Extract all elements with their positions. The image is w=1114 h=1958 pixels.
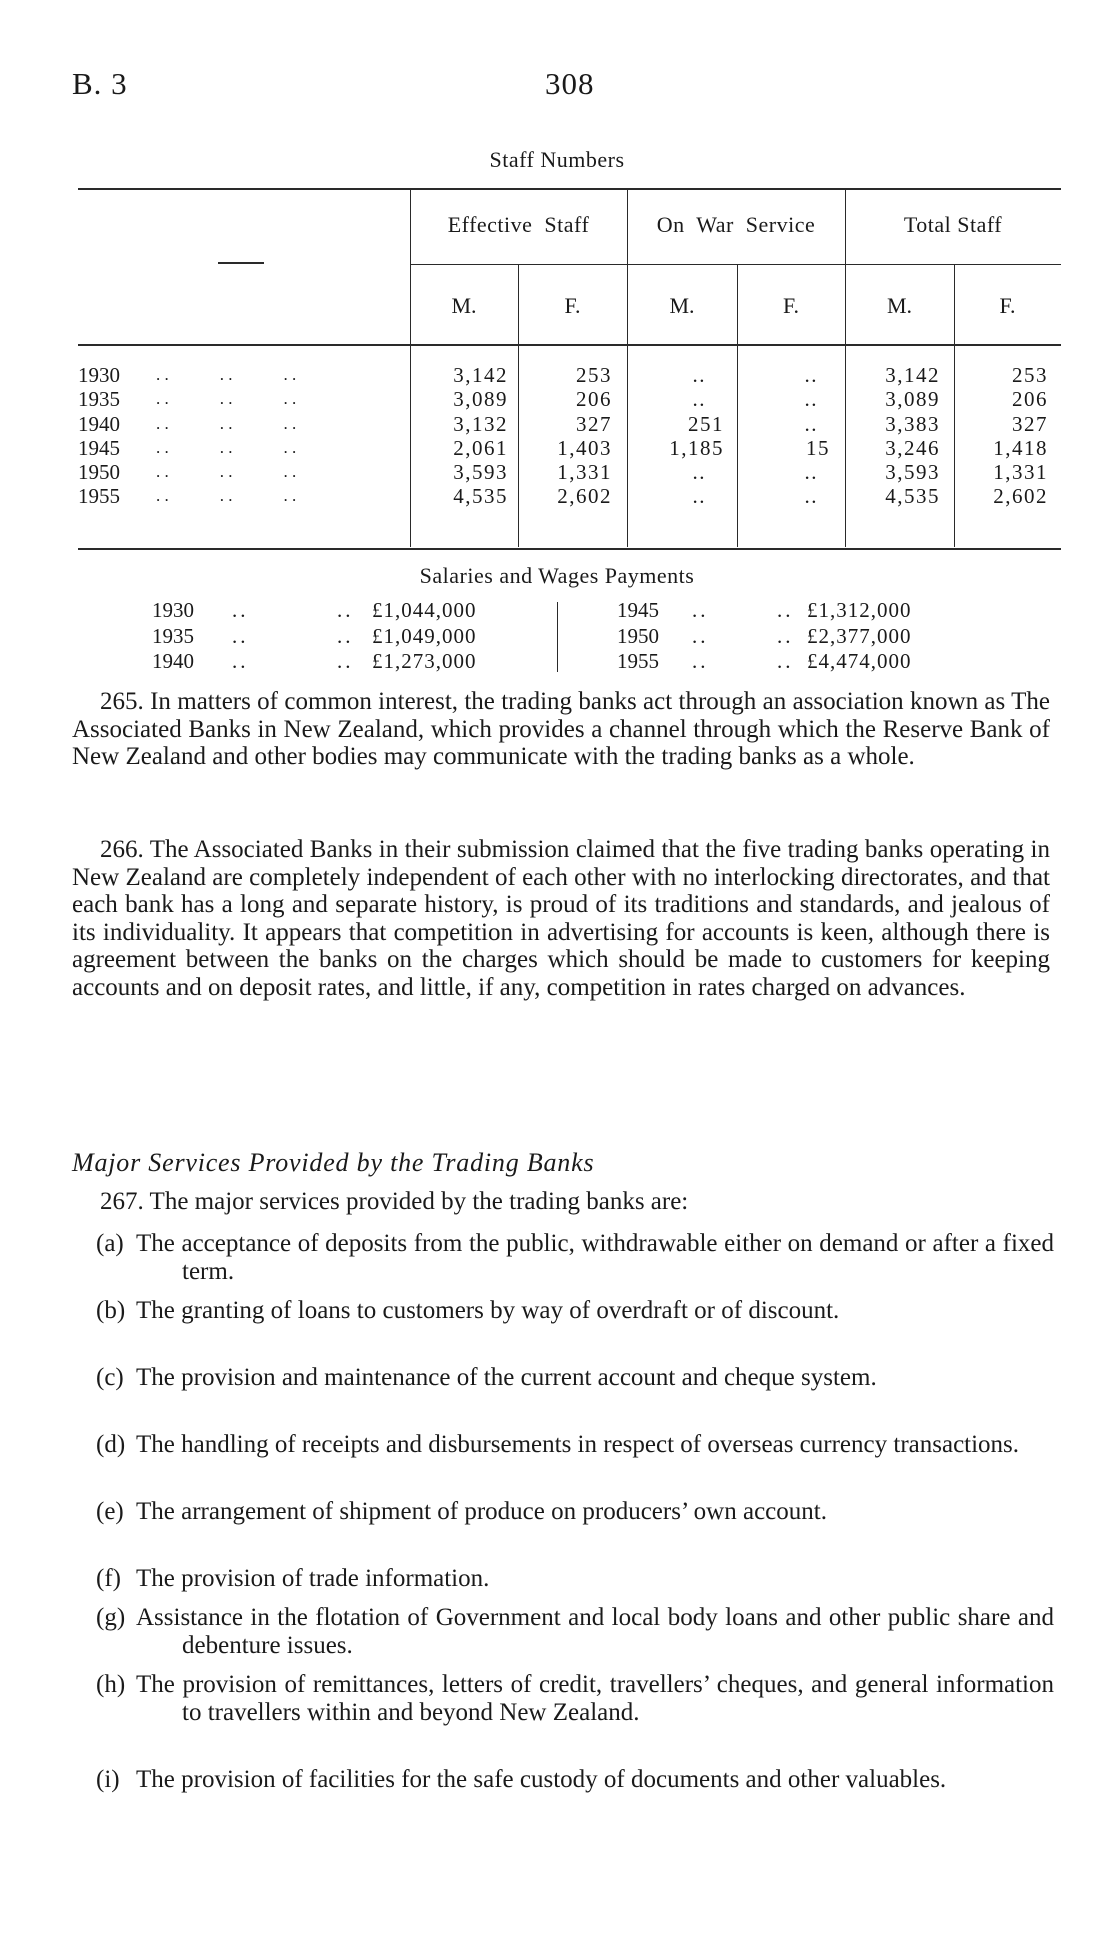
cell: 3,142 (453, 363, 508, 387)
page-number: 308 (545, 66, 595, 101)
paragraph-265 (72, 688, 1050, 771)
list-item-label: (g) (96, 1604, 126, 1631)
year-label: 1950 (78, 460, 120, 485)
cell: .. (804, 387, 818, 412)
leader-dots: .. (777, 598, 794, 622)
salary-year: 1945 (617, 598, 659, 622)
cell: 327 (576, 411, 612, 436)
table-row (78, 412, 408, 436)
salary-year: 1950 (617, 623, 659, 648)
document-reference: B. 3 (72, 66, 128, 101)
cell: 3,132 (453, 411, 508, 436)
salary-amount: £1,273,000 (372, 649, 477, 673)
salary-year: 1955 (617, 649, 659, 673)
cell: 4,535 (885, 484, 940, 509)
salaries-divider (557, 602, 558, 672)
cell: 2,061 (453, 435, 508, 460)
leader-dots: .. (232, 598, 249, 622)
cell: 4,535 (453, 484, 508, 509)
leader-dots: .. (777, 623, 794, 648)
salary-amount: £1,044,000 (372, 598, 477, 622)
list-item-text: Assistance in the flotation of Government and local body loans and other public share and debenture issues. (136, 1604, 1054, 1659)
table-row (78, 484, 408, 508)
subhead-tot-m: M. (886, 293, 913, 318)
list-item (96, 1431, 1054, 1459)
column-total-m (850, 363, 940, 509)
cell: 1,403 (557, 435, 612, 460)
leader-dots: .. (692, 598, 709, 622)
salary-amount: £1,312,000 (807, 598, 912, 622)
salary-entry (617, 598, 1017, 624)
cell: 2,602 (993, 484, 1048, 509)
cell: 3,593 (453, 460, 508, 485)
list-item-text: The handling of receipts and disbursements in respect of overseas currency transactions. (136, 1431, 1020, 1458)
column-total-f (958, 363, 1048, 509)
leader-dots: .. (337, 623, 354, 648)
salary-entry (152, 649, 552, 675)
leader-dots: .. (777, 649, 794, 673)
cell: 253 (576, 363, 612, 387)
cell: 1,185 (669, 435, 724, 460)
list-item-label: (c) (96, 1364, 124, 1391)
subhead-war-m: M. (669, 293, 695, 318)
leader-dots: .. (337, 649, 354, 673)
list-item-label: (b) (96, 1297, 126, 1324)
leader-dots: .. (232, 623, 249, 648)
leader-dots: . . . . . . (156, 462, 297, 482)
leader-dots: . . . . . . (156, 486, 297, 506)
cell: 251 (688, 411, 724, 436)
paragraph-text: 267. The major services provided by the trading banks are: (100, 1188, 689, 1215)
cell: 15 (806, 435, 830, 460)
cell: .. (804, 484, 818, 509)
subhead-tot-f: F. (999, 293, 1016, 318)
leader-dots: . . . . . . (156, 365, 297, 384)
leader-dots: . . . . . . (156, 389, 297, 409)
cell: 253 (1012, 363, 1048, 387)
paragraph-266 (72, 836, 1050, 1001)
cell: 3,142 (885, 363, 940, 387)
paragraph-text: 265. In matters of common interest, the trading banks act through an association known as The Associated Banks in New Zealand, which provides a channel through which the Reserve Bank of New Zealand and other bodies may communicate with the trading banks as a whole. (72, 688, 1050, 770)
list-item-text: The arrangement of shipment of produce on producers’ own account. (136, 1498, 827, 1525)
list-item-text: The acceptance of deposits from the public, withdrawable either on demand or after a fixed term. (136, 1230, 1054, 1285)
cell: .. (692, 484, 706, 509)
cell: .. (804, 363, 818, 387)
column-war-f (742, 363, 830, 509)
list-item (96, 1230, 1054, 1285)
cell: 206 (1012, 387, 1048, 412)
column-effective-f (522, 363, 612, 509)
list-item-label: (e) (96, 1498, 124, 1525)
column-effective-m (418, 363, 508, 509)
column-rule (410, 190, 411, 547)
salaries-title: Salaries and Wages Payments (419, 563, 695, 588)
year-label: 1930 (78, 363, 120, 387)
table-top-rule (78, 188, 1061, 190)
salary-amount: £2,377,000 (807, 623, 912, 648)
list-item (96, 1671, 1054, 1726)
group-header-on-war-service: On War Service (656, 212, 816, 237)
leader-dots: . . . . . . (156, 437, 297, 457)
stub-header-dash (218, 262, 264, 264)
list-item (96, 1604, 1054, 1659)
group-header-total-staff: Total Staff (903, 212, 1003, 237)
cell: 3,246 (885, 435, 940, 460)
list-item-text: The provision of trade information. (136, 1565, 490, 1592)
list-item-label: (a) (96, 1230, 124, 1257)
year-label: 1955 (78, 484, 120, 509)
cell: 206 (576, 387, 612, 412)
subhead-eff-m: M. (451, 293, 477, 318)
cell: .. (692, 460, 706, 485)
column-rule (845, 190, 846, 547)
list-item (96, 1297, 1054, 1325)
list-item-label: (i) (96, 1766, 120, 1793)
table-row (78, 460, 408, 484)
section-intro (72, 1188, 1050, 1216)
subhead-war-f: F. (783, 293, 799, 318)
header-bottom-rule (78, 344, 1061, 346)
group-header-effective-staff: Effective Staff (447, 212, 590, 237)
salary-entry (152, 598, 552, 624)
list-item-text: The provision of remittances, letters of credit, travellers’ cheques, and general information to travellers within and beyond New Zealand. (136, 1671, 1054, 1726)
list-item (96, 1498, 1054, 1526)
cell: 3,383 (885, 411, 940, 436)
list-item-label: (f) (96, 1565, 121, 1592)
leader-dots: .. (692, 649, 709, 673)
leader-dots: .. (692, 623, 709, 648)
section-heading: Major Services Provided by the Trading Banks (72, 1148, 595, 1177)
subhead-eff-f: F. (564, 293, 581, 318)
column-war-m (632, 363, 724, 509)
salaries-right-list (617, 598, 1017, 675)
list-item-text: The provision and maintenance of the current account and cheque system. (136, 1364, 877, 1391)
cell: .. (692, 363, 706, 387)
list-item-text: The provision of facilities for the safe custody of documents and other valuables. (136, 1766, 947, 1793)
salary-year: 1940 (152, 649, 194, 673)
year-label: 1935 (78, 387, 120, 412)
table-row (78, 436, 408, 460)
salary-entry (617, 649, 1017, 675)
cell: .. (692, 387, 706, 412)
cell: 3,089 (453, 387, 508, 412)
list-item-text: The granting of loans to customers by way of overdraft or of discount. (136, 1297, 840, 1324)
cell: 1,418 (993, 435, 1048, 460)
staff-table-title: Staff Numbers (489, 147, 625, 172)
list-item (96, 1364, 1054, 1392)
table-row (78, 363, 408, 387)
year-label: 1945 (78, 435, 120, 460)
group-underline (410, 264, 1061, 265)
salary-entry (152, 624, 552, 650)
cell: .. (804, 411, 818, 436)
leader-dots: . . . . . . (156, 413, 297, 433)
leader-dots: .. (232, 649, 249, 673)
column-rule (627, 190, 628, 547)
cell: 3,593 (885, 460, 940, 485)
cell: 1,331 (993, 460, 1048, 485)
cell: 3,089 (885, 387, 940, 412)
list-item (96, 1565, 1054, 1593)
leader-dots: .. (337, 598, 354, 622)
cell: 2,602 (557, 484, 612, 509)
list-item-label: (d) (96, 1431, 126, 1458)
cell: 1,331 (557, 460, 612, 485)
list-item (96, 1766, 1054, 1794)
year-label: 1940 (78, 411, 120, 436)
salary-amount: £1,049,000 (372, 623, 477, 648)
list-item-label: (h) (96, 1671, 126, 1698)
salaries-left-list (152, 598, 552, 675)
salary-year: 1935 (152, 623, 194, 648)
table-row (78, 387, 408, 411)
table-bottom-rule (78, 548, 1061, 550)
paragraph-text: 266. The Associated Banks in their submission claimed that the five trading banks operating in New Zealand are completely independent of each other with no interlocking directorates, and that each bank has a long and separate history, is proud of its traditions and standards, and jealous of its individuality. It appears that competition in advertising for accounts is keen, although there is agreement between the banks on the charges which should be made to customers for keeping accounts and on deposit rates, and little, if any, competition in rates charged on advances. (72, 836, 1050, 1001)
year-column (78, 363, 408, 509)
cell: .. (804, 460, 818, 485)
salary-year: 1930 (152, 598, 194, 622)
salary-amount: £4,474,000 (807, 649, 912, 673)
cell: 327 (1012, 411, 1048, 436)
salary-entry (617, 624, 1017, 650)
